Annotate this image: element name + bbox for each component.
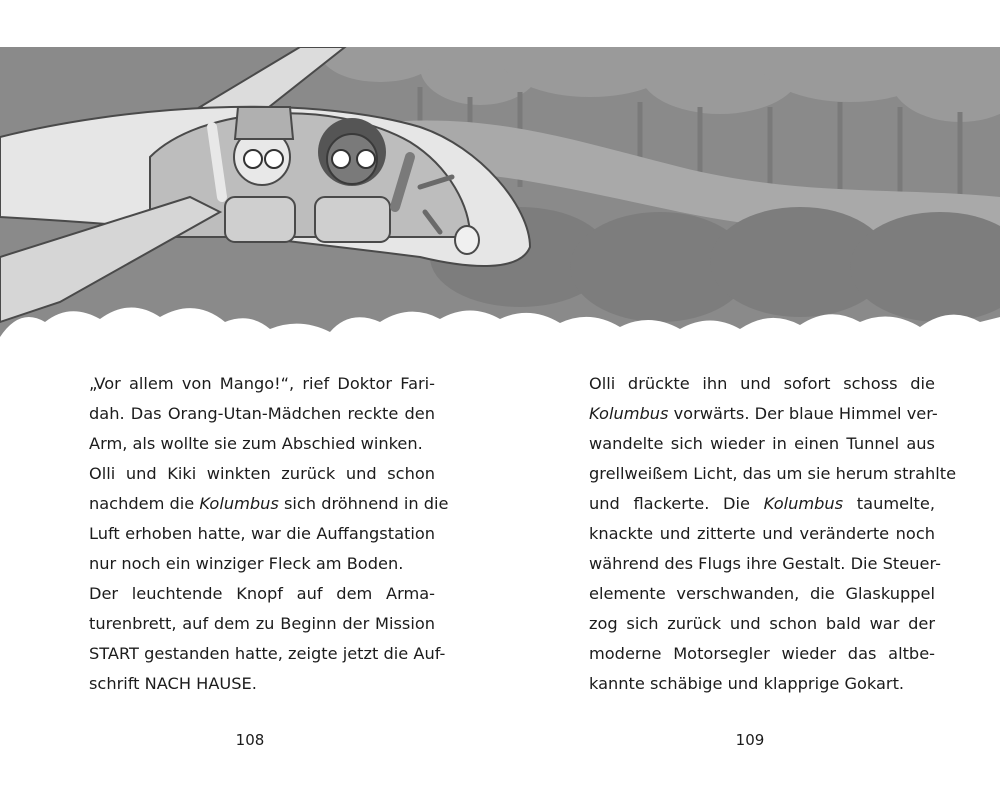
text-line: Olli drückte ihn und sofort schoss die (589, 374, 935, 393)
text-line: Arm, als wollte sie zum Abschied winken. (89, 434, 423, 453)
left-page-paragraph-1 (67, 369, 435, 459)
left-page-paragraph-3 (67, 579, 446, 699)
ship-name-italic: Kolumbus (763, 494, 844, 513)
text-line: schrift NACH HAUSE. (89, 674, 257, 693)
text-line: Olli und Kiki winkten zurück und schon (89, 464, 435, 483)
page-number-right: 109 (735, 731, 765, 749)
left-page-paragraph-2 (67, 459, 449, 579)
illustration-glider-over-forest (0, 47, 1000, 347)
text-line: nachdem die Kolumbus sich dröhnend in die (89, 494, 449, 513)
text-line: dah. Das Orang-Utan-Mädchen reckte den (89, 404, 435, 423)
text-line: zog sich zurück und schon bald war der (589, 614, 935, 633)
text-line: kannte schäbige und klapprige Gokart. (589, 674, 905, 693)
left-page-text (67, 369, 449, 699)
text-line: START gestanden hatte, zeigte jetzt die Auf- (89, 644, 446, 663)
text-line: während des Flugs ihre Gestalt. Die Steuer- (589, 554, 941, 573)
ship-name-italic: Kolumbus (199, 494, 279, 513)
text-line: moderne Motorsegler wieder das altbe- (589, 644, 935, 663)
text-line: „Vor allem von Mango!“, rief Doktor Fari- (89, 374, 435, 393)
text-line: elemente verschwanden, die Glaskuppel (589, 584, 935, 603)
page-number-left: 108 (235, 731, 265, 749)
text-line: turenbrett, auf dem zu Beginn der Mission (89, 614, 435, 633)
text-line: und flackerte. Die Kolumbus taumelte, (589, 494, 936, 513)
text-line: nur noch ein winziger Fleck am Boden. (89, 554, 404, 573)
text-line: Der leuchtende Knopf auf dem Arma- (89, 584, 435, 603)
text-line: Kolumbus vorwärts. Der blaue Himmel ver- (589, 404, 938, 423)
text-line: grellweißem Licht, das um sie herum strahlte (589, 464, 957, 483)
text-line: Luft erhoben hatte, war die Auffangstation (89, 524, 435, 543)
right-page-paragraph-1 (567, 369, 957, 699)
text-line: wandelte sich wieder in einen Tunnel aus (589, 434, 935, 453)
right-page-text (567, 369, 957, 699)
ship-name-italic: Kolumbus (589, 404, 669, 423)
glider-nose-light (455, 226, 479, 254)
text-line: knackte und zitterte und veränderte noch (589, 524, 935, 543)
